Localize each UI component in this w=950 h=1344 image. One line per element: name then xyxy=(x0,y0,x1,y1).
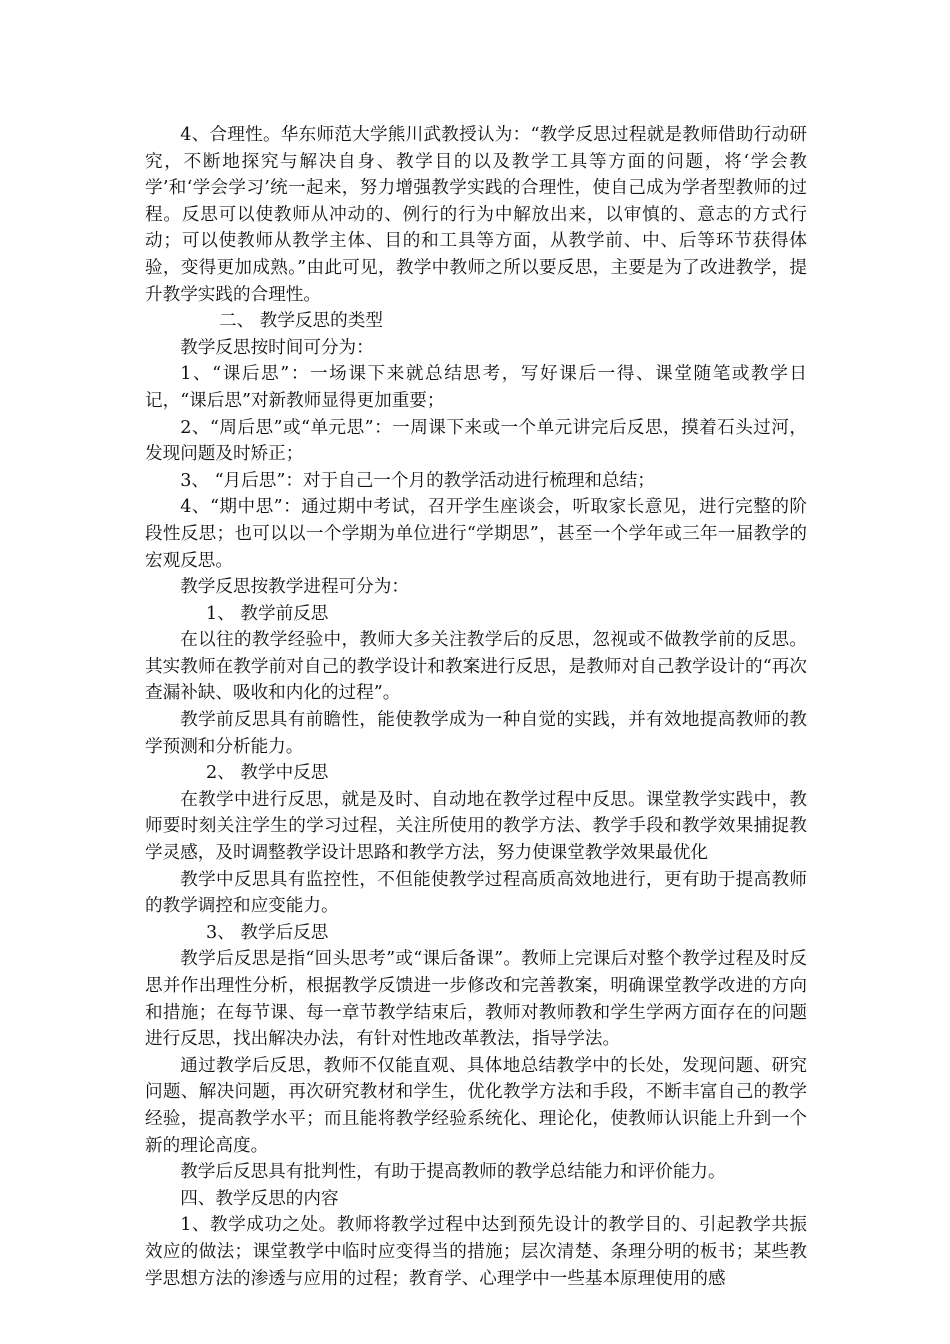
paragraph-during-teaching: 在教学中进行反思，就是及时、自动地在教学过程中反思。课堂教学实践中，教师要时刻关注学生的学习过程，关注所使用的教学方法、教学手段和教学效果捕捉教学灵感，及时调整教学设计思路和教学方法，努力使课堂教学效果最优化 xyxy=(145,789,807,864)
paragraph-after-teaching-benefits: 通过教学后反思，教师不仅能直观、具体地总结教学中的长处，发现问题、研究问题、解决问题，再次研究教材和学生，优化教学方法和手段，不断丰富自己的教学经验，提高教学水平；而且能将教学经验系统化、理论化，使教师认识能上升到一个新的理论高度。 xyxy=(145,1055,807,1156)
paragraph-after-teaching: 教学后反思是指“回头思考”或“课后备课”。教师上完课后对整个教学过程及时反思并作出理性分析，根据教学反馈进一步修改和完善教案，明确课堂教学改进的方向和措施；在每节课、每一章节教学结束后，教师对教师教和学生学两方面存在的问题进行反思，找出解决办法，有针对性地改革教法，指导学法。 xyxy=(145,949,807,1050)
subheading-after-teaching: 3、 教学后反思 xyxy=(206,922,329,943)
subheading-before-teaching: 1、 教学前反思 xyxy=(206,603,329,624)
section-heading-content: 四、教学反思的内容 xyxy=(180,1188,339,1209)
list-item-after-class: 1、“课后思”：一场课下来就总结思考，写好课后一得、课堂随笔或教学日记，“课后思”对新教师显得更加重要； xyxy=(145,364,807,411)
document-body xyxy=(145,122,807,1292)
paragraph-before-teaching-nature: 教学前反思具有前瞻性，能使教学成为一种自觉的实践，并有效地提高教师的教学预测和分析能力。 xyxy=(145,710,807,757)
paragraph-rationality: 4、合理性。华东师范大学熊川武教授认为：“教学反思过程就是教师借助行动研究，不断地探究与解决自身、教学目的以及教学工具等方面的问题，将‘学会教学’和‘学会学习’统一起来，努力增强教学实践的合理性，使自己成为学者型教师的过程。反思可以使教师从冲动的、例行的行为中解放出来，以审慎的、意志的方式行动；可以使教师从教学主体、目的和工具等方面，从教学前、中、后等环节获得体验，变得更加成熟。”由此可见，教学中教师之所以要反思，主要是为了改进教学，提升教学实践的合理性。 xyxy=(145,125,807,305)
subheading-during-teaching: 2、 教学中反思 xyxy=(206,763,329,784)
paragraph-before-teaching: 在以往的教学经验中，教师大多关注教学后的反思，忽视或不做教学前的反思。其实教师在教学前对自己的教学设计和教案进行反思，是教师对自己教学设计的“再次查漏补缺、吸收和内化的过程”。 xyxy=(145,630,807,704)
paragraph-success-points: 1、教学成功之处。教师将教学过程中达到预先设计的教学目的、引起教学共振效应的做法；课堂教学中临时应变得当的措施；层次清楚、条理分明的板书；某些教学思想方法的渗透与应用的过程；教育学、心理学中一些基本原理使用的感 xyxy=(145,1215,807,1289)
list-item-after-week: 2、“周后思”或“单元思”：一周课下来或一个单元讲完后反思，摸着石头过河，发现问题及时矫正； xyxy=(145,417,807,465)
list-item-after-month: 3、 “月后思”：对于自己一个月的教学活动进行梳理和总结； xyxy=(180,470,655,491)
paragraph-by-time-intro: 教学反思按时间可分为： xyxy=(180,337,374,358)
paragraph-by-process-intro: 教学反思按教学进程可分为： xyxy=(180,577,409,598)
paragraph-after-teaching-nature: 教学后反思具有批判性，有助于提高教师的教学总结能力和评价能力。 xyxy=(180,1162,726,1183)
section-heading-types: 二、 教学反思的类型 xyxy=(219,311,383,332)
list-item-midterm: 4、“期中思”：通过期中考试，召开学生座谈会，听取家长意见，进行完整的阶段性反思；也可以以一个学期为单位进行“学期思”，甚至一个学年或三年一届教学的宏观反思。 xyxy=(145,497,807,571)
paragraph-during-teaching-nature: 教学中反思具有监控性，不但能使教学过程高质高效地进行，更有助于提高教师的教学调控和应变能力。 xyxy=(145,869,807,917)
